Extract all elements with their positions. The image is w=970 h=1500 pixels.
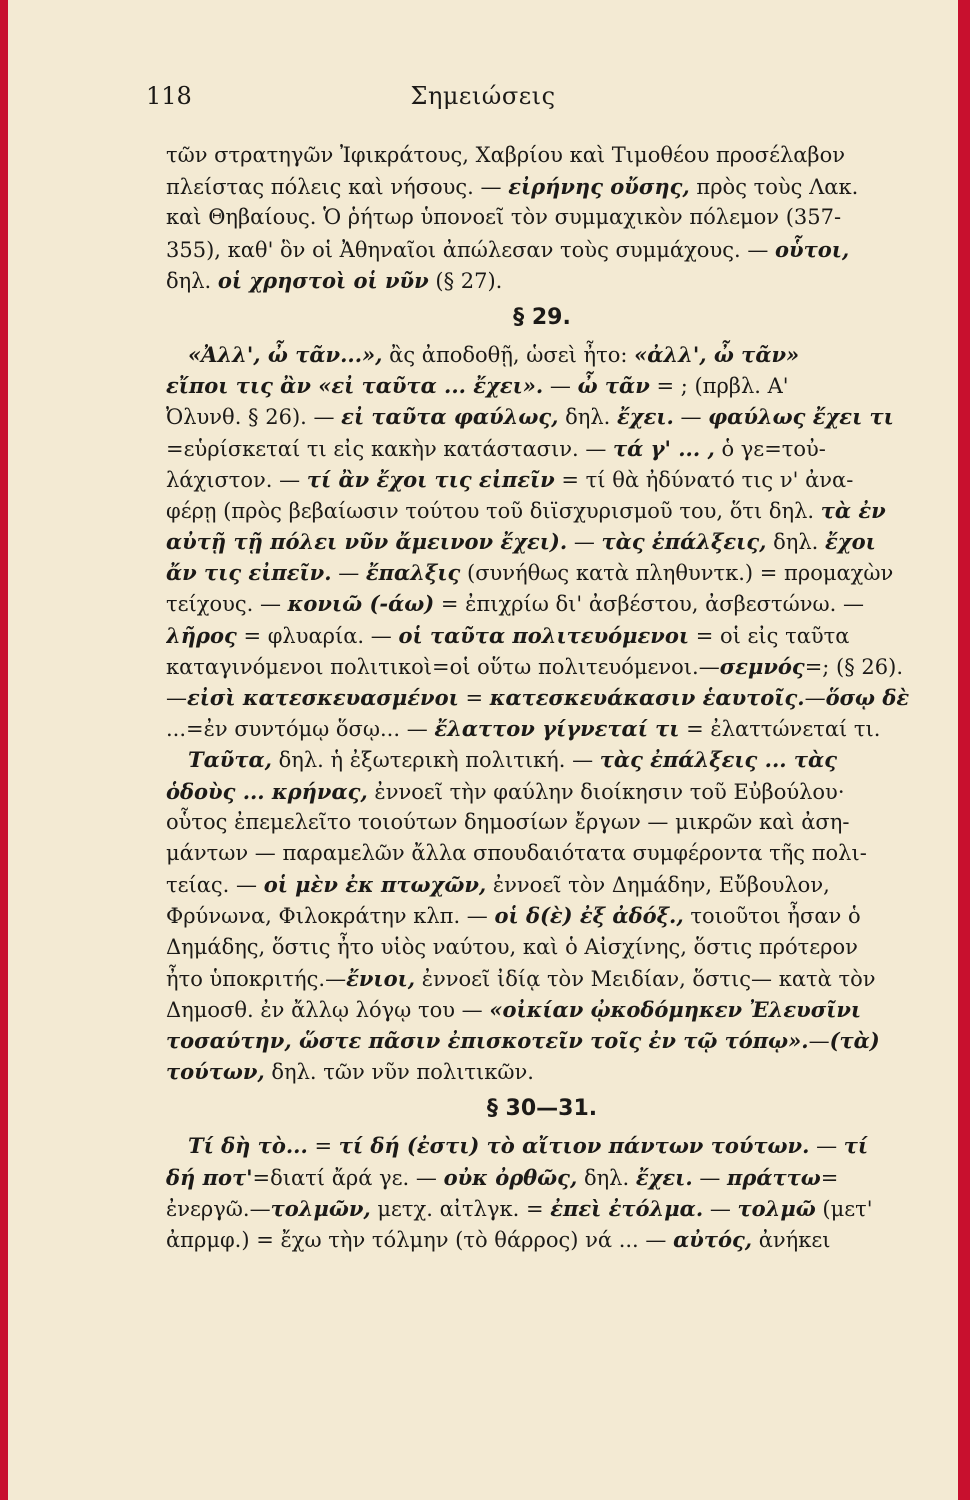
text-line (166, 171, 918, 202)
note-text: (συνήθως κατὰ πληθυντκ.) = προμαχὼν (460, 561, 894, 586)
lemma-text: οἱ χρηστοὶ οἱ νῦν (217, 267, 429, 293)
lemma-text: ἄν τις εἰπεῖν. (166, 560, 332, 586)
text-line (166, 713, 918, 744)
text-line (166, 900, 918, 931)
text-line (166, 140, 918, 171)
note-text: τῶν στρατηγῶν Ἰφικράτους, Χαβρίου καὶ Τιμοθέου προσέλαβον (166, 143, 845, 167)
note-text: καὶ Θηβαίους. Ὁ ῥήτωρ ὑπονοεῖ τὸν συμμαχικὸν πόλεμον (357- (166, 205, 842, 230)
note-text: πλείστας πόλεις καὶ νήσους. — (166, 175, 509, 200)
note-text: καταγινόμενοι πολιτικοὶ=οἱ οὕτω πολιτευόμενοι.— (166, 654, 720, 679)
running-title: Σημειώσεις (410, 82, 556, 110)
note-text: — (166, 686, 187, 710)
text-line (166, 265, 918, 296)
note-text: ἀπρμφ.) = ἔχω τὴν τόλμην (τὸ θάρρος) νά ... — (166, 1228, 674, 1252)
note-text: ὁ γε=τοὐ- (714, 436, 826, 461)
lemma-text: ἐπεὶ ἐτόλμα. (550, 1195, 704, 1221)
note-text: λάχιστον. — (166, 467, 307, 492)
text-line (166, 401, 918, 432)
note-text: — (543, 374, 578, 399)
text-line (166, 620, 918, 651)
lemma-text: κατεσκευάκασιν ἑαυτοῖς. (489, 685, 805, 710)
page-body (166, 140, 918, 1255)
note-text: — (567, 530, 602, 555)
note-text: ἐννοεῖ τὸν Δημάδην, Εὔβουλον, (486, 873, 830, 898)
text-line (166, 744, 918, 775)
text-line (166, 1224, 918, 1255)
note-text: (§ 27). (428, 268, 503, 293)
text-line (166, 588, 918, 619)
lemma-text: ὁδοὺς ... κρήνας, (166, 778, 368, 804)
section-heading: § 29. (513, 304, 571, 330)
note-text: Φρύνωνα, Φιλοκράτην κλπ. — (166, 904, 495, 929)
note-text: τείχους. — (166, 592, 288, 617)
lemma-text: τούτων, (166, 1059, 265, 1085)
lemma-text: ὅσῳ δὲ (825, 685, 910, 710)
lemma-text: τί δή (ἐστι) τὸ αἴτιον πάντων τούτων. (338, 1133, 810, 1159)
lemma-text: ἔπαλξις (365, 560, 461, 586)
note-text: δηλ. τῶν νῦν πολιτικῶν. (264, 1060, 534, 1085)
lemma-text: ἔλαττον γίγνεταί τι (434, 716, 680, 742)
lemma-text: τοσαύτην, ὥστε πᾶσιν ἐπισκοτεῖν τοῖς ἐν τῷ τόπῳ». (166, 1028, 809, 1054)
note-text: 355), καθ' ὃν οἱ Ἀθηναῖοι ἀπώλεσαν τοὺς συμμάχους. — (166, 237, 775, 262)
text-line (166, 776, 918, 807)
text-line (166, 807, 918, 838)
text-line (166, 994, 918, 1025)
lemma-text: οἱ ταῦτα πολιτευόμενοι (398, 622, 690, 648)
page-header (8, 82, 958, 122)
text-line (166, 557, 918, 588)
lemma-text: «ἀλλ', ὦ τᾶν» (634, 341, 800, 367)
lemma-text: ἔχοι (824, 529, 876, 555)
lemma-text: κονιῶ (-άω) (287, 591, 435, 617)
note-text: = οἱ εἰς ταῦτα (689, 623, 850, 648)
section-heading: § 30—31. (486, 1096, 598, 1122)
note-text: = ἐπιχρίω δι' ἀσβέστου, ἀσβεστώνω. — (434, 592, 864, 617)
text-line (166, 495, 918, 526)
text-line (166, 838, 918, 869)
lemma-text: οἱ μὲν ἐκ πτωχῶν, (263, 872, 487, 898)
note-text: φέρῃ (πρὸς βεβαίωσιν τούτου τοῦ διϊσχυρισμοῦ του, ὅτι δηλ. (166, 498, 821, 523)
text-line (166, 234, 918, 265)
note-text: μάντων — παραμελῶν ἄλλα σπουδαιότατα συμφέροντα τῆς πολι- (166, 840, 867, 865)
lemma-text: ὦ τᾶν (577, 373, 650, 399)
lemma-text: εἴποι τις ἂν «εἰ ταῦτα ... ἔχει». (166, 373, 544, 399)
text-line (166, 464, 918, 495)
lemma-text: Τί δὴ τὸ... (188, 1133, 308, 1159)
lemma-text: τί ἂν ἔχοι τις εἰπεῖν (306, 466, 555, 492)
note-text: ἐννοεῖ τὴν φαύλην διοίκησιν τοῦ Εὐβούλου· (367, 779, 845, 804)
note-text: = ἐλαττώνεταί τι. (679, 717, 881, 742)
lemma-text: τὰ ἐν (820, 497, 886, 523)
note-text: δηλ. (166, 268, 218, 293)
text-line (166, 370, 918, 401)
note-text: — (331, 561, 366, 586)
note-text: =εὑρίσκεταί τι εἰς κακὴν κατάστασιν. — (166, 436, 613, 461)
page-number: 118 (146, 82, 192, 110)
note-text: = τί θὰ ἠδύνατό τις ν' ἀνα- (554, 467, 854, 492)
text-line (166, 1025, 918, 1056)
text-line (166, 963, 918, 994)
lemma-text: τολμῶν, (270, 1195, 371, 1221)
text-line (166, 526, 918, 557)
note-text: — (703, 1196, 738, 1221)
lemma-text: πράττω (727, 1164, 821, 1190)
note-text: — (809, 1134, 844, 1159)
lemma-text: λῆρος (166, 622, 237, 648)
text-line (166, 202, 918, 233)
lemma-text: αὐτῇ τῇ πόλει νῦν ἄμεινον ἔχει). (166, 529, 568, 555)
note-text: δηλ. ἡ ἐξωτερικὴ πολιτική. — (271, 748, 600, 773)
note-text: ...=ἐν συντόμῳ ὅσῳ... — (166, 717, 435, 742)
lemma-text: δή ποτ' (166, 1164, 253, 1190)
lemma-text: τολμῶ (737, 1195, 816, 1221)
note-text: Δημοσθ. ἐν ἄλλῳ λόγῳ του — (166, 997, 490, 1022)
lemma-text: Ταῦτα, (188, 747, 272, 773)
lemma-text: ἔχει. (616, 404, 674, 430)
lemma-text: «οἰκίαν ᾠκοδόμηκεν Ἐλευσῖνι (489, 996, 862, 1022)
text-line (166, 932, 918, 963)
text-line (166, 339, 918, 370)
lemma-text: εἰ ταῦτα φαύλως, (341, 404, 559, 430)
lemma-text: τὰς ἐπάλξεις ... τὰς (599, 747, 837, 773)
note-text: τείας. — (166, 873, 264, 898)
text-line (166, 1193, 918, 1224)
text-line (166, 869, 918, 900)
lemma-text: ἔχει. (635, 1164, 693, 1190)
note-text: =διατί ἄρά γε. — (252, 1165, 444, 1190)
text-line (166, 651, 918, 682)
note-text: = φλυαρία. — (236, 623, 399, 648)
note-text: — (808, 1029, 830, 1054)
lemma-text: εἰσὶ κατεσκευασμένοι (187, 685, 459, 710)
lemma-text: τί (843, 1133, 869, 1159)
lemma-text: τά γ' ... , (613, 435, 715, 461)
lemma-text: τὰς ἐπάλξεις, (601, 529, 767, 555)
note-text: ἦτο ὑποκριτής.— (166, 966, 347, 991)
note-text: — (804, 686, 826, 710)
note-text: — (692, 1165, 728, 1190)
note-text: ἐνεργῶ.— (166, 1196, 271, 1221)
note-text: = (820, 1165, 839, 1190)
note-text: — (673, 405, 709, 430)
lemma-text: οὗτοι, (775, 236, 850, 262)
note-text: ἐννοεῖ ἰδίᾳ τὸν Μειδίαν, ὅστις— κατὰ τὸν (415, 966, 876, 991)
note-text: τοιοῦτοι ἦσαν ὁ (683, 904, 861, 929)
note-text: πρὸς τοὺς Λακ. (689, 175, 859, 200)
note-text: = (458, 686, 490, 710)
lemma-text: σεμνός (719, 653, 805, 679)
lemma-text: (τὰ) (829, 1028, 880, 1054)
lemma-text: οὐκ ὀρθῶς, (443, 1164, 578, 1190)
note-text: οὗτος ἐπεμελεῖτο τοιούτων δημοσίων ἔργων — μικρῶν καὶ ἀση- (166, 809, 850, 834)
text-line (166, 1162, 918, 1193)
text-line (166, 1130, 918, 1161)
note-text: = ; (πρβλ. Α' (649, 374, 789, 399)
note-text: =; (§ 26). (804, 654, 903, 679)
lemma-text: ἔνιοι, (346, 965, 416, 991)
note-text: Ὀλυνθ. § 26). — (166, 405, 342, 430)
note-text: μετχ. αἰτλγκ. = (370, 1196, 551, 1221)
lemma-text: «Ἀλλ', ὦ τᾶν...», (188, 341, 383, 367)
note-text: δηλ. (577, 1165, 636, 1190)
note-text: δηλ. (558, 405, 617, 430)
note-text: ἀνήκει (752, 1228, 831, 1252)
lemma-text: εἰρήνης οὔσης, (508, 174, 690, 200)
text-line (166, 682, 918, 713)
book-page (8, 0, 958, 1500)
note-text: = (307, 1134, 339, 1159)
text-line (166, 1056, 918, 1087)
text-line (166, 433, 918, 464)
note-text: Δημάδης, ὅστις ἦτο υἱὸς ναύτου, καὶ ὁ Αἰσχίνης, ὅστις πρότερον (166, 934, 858, 959)
lemma-text: φαύλως ἔχει τι (708, 404, 894, 430)
note-text: δηλ. (766, 530, 825, 555)
note-text: ἂς ἀποδοθῇ, ὡσεὶ ἦτο: (382, 342, 635, 367)
note-text: (μετ' (815, 1196, 873, 1221)
lemma-text: οἱ δ(ὲ) ἐξ ἀδόξ., (494, 903, 684, 929)
lemma-text: αὐτός, (673, 1227, 753, 1252)
